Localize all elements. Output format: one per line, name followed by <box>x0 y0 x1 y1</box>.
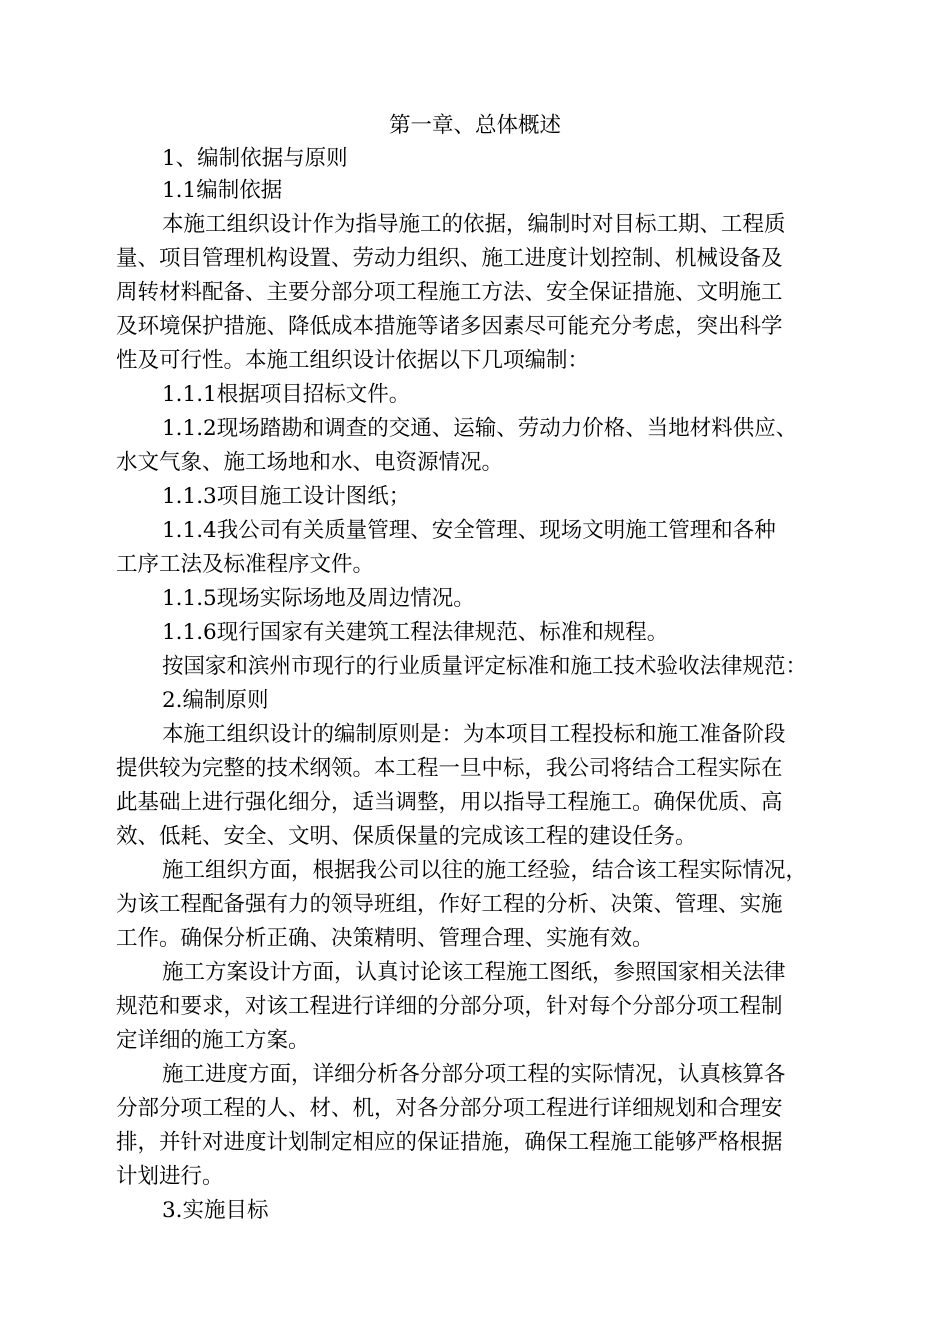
paragraph-line: 规范和要求，对该工程进行详细的分部分项，针对每个分部分项工程制 <box>116 994 783 1019</box>
paragraph-line: 此基础上进行强化细分，适当调整，用以指导工程施工。确保优质、高 <box>116 790 783 815</box>
list-item: 1.1.3项目施工设计图纸； <box>162 484 411 509</box>
paragraph-line: 施工方案设计方面，认真讨论该工程施工图纸，参照国家相关法律 <box>162 960 786 985</box>
subsection-heading-1-1: 1.1编制依据 <box>162 178 283 203</box>
paragraph-line: 施工进度方面，详细分析各分部分项工程的实际情况，认真核算各 <box>162 1062 786 1087</box>
section-heading-2: 2.编制原则 <box>162 688 269 713</box>
paragraph-line: 提供较为完整的技术纲领。本工程一旦中标，我公司将结合工程实际在 <box>116 756 783 781</box>
paragraph-line: 量、项目管理机构设置、劳动力组织、施工进度计划控制、机械设备及 <box>116 246 783 271</box>
paragraph-line: 本施工组织设计作为指导施工的依据，编制时对目标工期、工程质 <box>162 212 786 237</box>
paragraph-line: 按国家和滨州市现行的行业质量评定标准和施工技术验收法律规范： <box>162 654 808 679</box>
paragraph-line: 及环境保护措施、降低成本措施等诸多因素尽可能充分考虑，突出科学 <box>116 314 783 339</box>
list-item: 1.1.2现场踏勘和调查的交通、运输、劳动力价格、当地材料供应、 <box>162 416 798 441</box>
paragraph-line: 性及可行性。本施工组织设计依据以下几项编制： <box>116 348 590 373</box>
paragraph-line: 分部分项工程的人、材、机，对各分部分项工程进行详细规划和合理安 <box>116 1096 783 1121</box>
list-item-continuation: 工序工法及标准程序文件。 <box>116 552 375 577</box>
paragraph-line: 本施工组织设计的编制原则是：为本项目工程投标和施工准备阶段 <box>162 722 786 747</box>
section-heading-3: 3.实施目标 <box>162 1198 269 1223</box>
list-item: 1.1.5现场实际场地及周边情况。 <box>162 586 475 611</box>
section-heading-1: 1、编制依据与原则 <box>162 146 348 171</box>
paragraph-line: 工作。确保分析正确、决策精明、管理合理、实施有效。 <box>116 926 654 951</box>
chapter-title: 第一章、总体概述 <box>388 113 561 138</box>
paragraph-line: 周转材料配备、主要分部分项工程施工方法、安全保证措施、文明施工 <box>116 280 783 305</box>
list-item-continuation: 水文气象、施工场地和水、电资源情况。 <box>116 450 504 475</box>
paragraph-line: 施工组织方面，根据我公司以往的施工经验，结合该工程实际情况， <box>162 858 808 883</box>
list-item: 1.1.1根据项目招标文件。 <box>162 382 411 407</box>
list-item: 1.1.6现行国家有关建筑工程法律规范、标准和规程。 <box>162 620 669 645</box>
paragraph-line: 为该工程配备强有力的领导班组，作好工程的分析、决策、管理、实施 <box>116 892 783 917</box>
paragraph-line: 计划进行。 <box>116 1164 224 1189</box>
paragraph-line: 定详细的施工方案。 <box>116 1028 310 1053</box>
paragraph-line: 效、低耗、安全、文明、保质保量的完成该工程的建设任务。 <box>116 824 697 849</box>
list-item: 1.1.4我公司有关质量管理、安全管理、现场文明施工管理和各种 <box>162 518 776 543</box>
paragraph-line: 排，并针对进度计划制定相应的保证措施，确保工程施工能够严格根据 <box>116 1130 783 1155</box>
